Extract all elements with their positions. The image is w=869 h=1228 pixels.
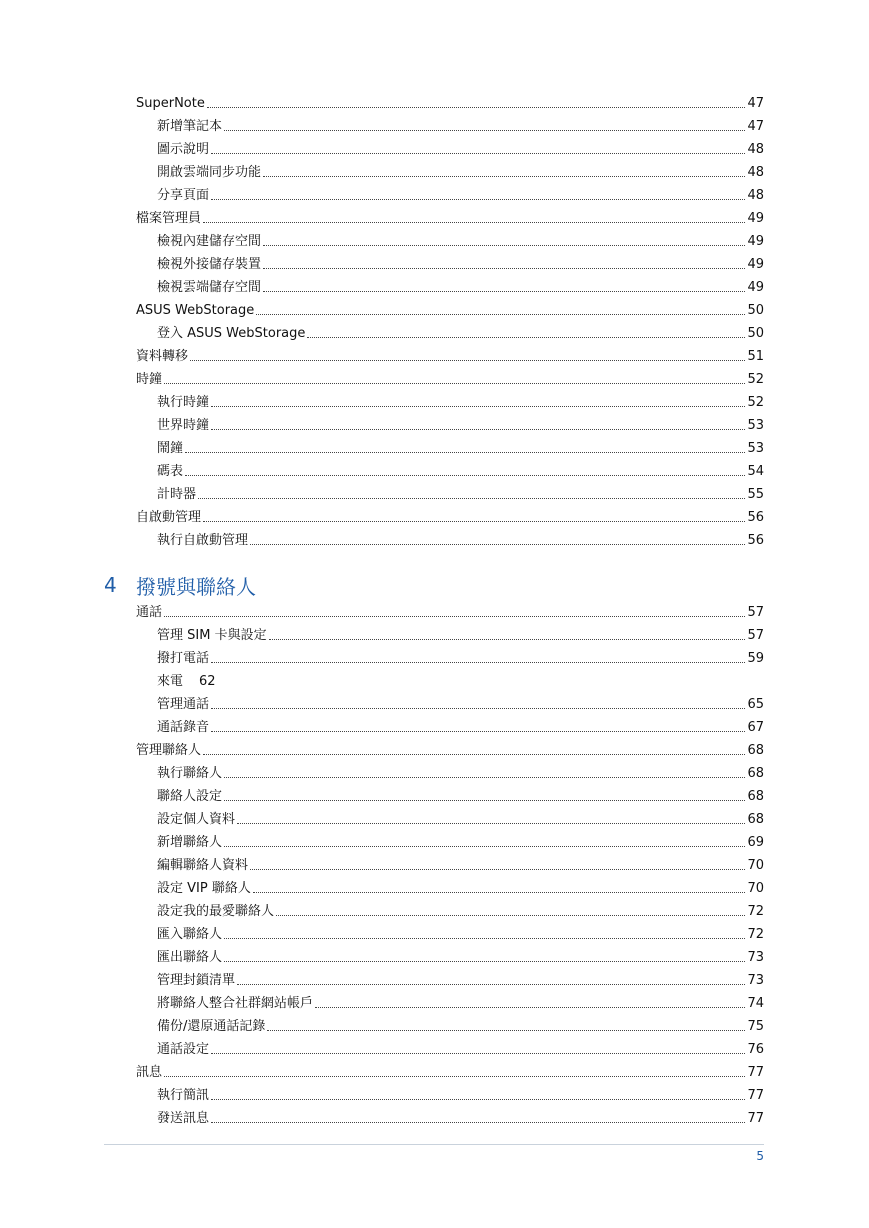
dot-leader — [315, 1007, 745, 1008]
toc-entry[interactable] — [157, 693, 764, 713]
toc-entry-page: 73 — [747, 950, 764, 965]
toc-entry-label: 世界時鐘 — [157, 418, 210, 433]
toc-entry[interactable] — [157, 322, 764, 342]
toc-entry-label: 通話 — [136, 605, 163, 620]
toc-entry[interactable] — [157, 1107, 764, 1127]
toc-entry[interactable] — [136, 345, 764, 365]
toc-entry-label: 設定我的最愛聯絡人 — [157, 904, 275, 919]
dot-leader — [211, 662, 745, 663]
toc-entry-page: 56 — [747, 510, 764, 525]
toc-entry-page: 52 — [747, 372, 764, 387]
toc-entry-label: 訊息 — [136, 1065, 163, 1080]
dot-leader — [211, 1122, 745, 1123]
dot-leader — [211, 708, 745, 709]
dot-leader — [253, 892, 746, 893]
toc-entry[interactable] — [157, 670, 764, 690]
toc-entry-page: 50 — [747, 303, 764, 318]
dot-leader — [211, 429, 745, 430]
toc-entry-label: 登入 ASUS WebStorage — [157, 326, 306, 341]
chapter-title: 撥號與聯絡人 — [136, 574, 256, 599]
toc-entry-page: 72 — [747, 904, 764, 919]
footer-divider — [104, 1144, 764, 1145]
chapter-heading — [104, 570, 256, 600]
chapter-number: 4 — [104, 573, 117, 597]
toc-entry-page: 77 — [747, 1088, 764, 1103]
dot-leader — [164, 1076, 745, 1077]
toc-entry-page: 53 — [747, 418, 764, 433]
toc-entry-page: 72 — [747, 927, 764, 942]
toc-entry[interactable] — [157, 992, 764, 1012]
toc-entry-page: 68 — [747, 766, 764, 781]
dot-leader — [276, 915, 745, 916]
toc-entry-page: 52 — [747, 395, 764, 410]
toc-entry-page: 76 — [747, 1042, 764, 1057]
toc-entry-page: 65 — [747, 697, 764, 712]
dot-leader — [211, 1099, 745, 1100]
dot-leader — [267, 1030, 745, 1031]
toc-entry-label: 聯絡人設定 — [157, 789, 223, 804]
dot-leader — [263, 245, 745, 246]
dot-leader — [256, 314, 745, 315]
dot-leader — [203, 222, 745, 223]
toc-entry[interactable] — [136, 92, 764, 112]
toc-entry-label: 通話錄音 — [157, 720, 210, 735]
toc-entry-label: ASUS WebStorage — [136, 303, 255, 318]
toc-entry[interactable] — [157, 391, 764, 411]
toc-entry-page: 48 — [747, 188, 764, 203]
toc-entry[interactable] — [157, 808, 764, 828]
toc-entry-label: 執行自啟動管理 — [157, 533, 249, 548]
toc-entry-page: 70 — [747, 858, 764, 873]
toc-entry-label: 計時器 — [157, 487, 197, 502]
toc-entry-label: 檢視外接儲存裝置 — [157, 257, 262, 272]
toc-entry[interactable] — [157, 529, 764, 549]
toc-entry-page: 77 — [747, 1065, 764, 1080]
toc-entry-label: 管理封鎖清單 — [157, 973, 236, 988]
toc-entry[interactable] — [157, 138, 764, 158]
toc-entry-label: 檢視內建儲存空間 — [157, 234, 262, 249]
toc-entry[interactable] — [157, 831, 764, 851]
dot-leader — [185, 475, 745, 476]
toc-entry-page: 59 — [747, 651, 764, 666]
toc-entry-page: 47 — [747, 119, 764, 134]
toc-entry[interactable] — [136, 207, 764, 227]
toc-entry-page: 53 — [747, 441, 764, 456]
toc-entry-label: 來電 — [157, 674, 184, 689]
toc-entry-page: 70 — [747, 881, 764, 896]
toc-entry-page: 77 — [747, 1111, 764, 1126]
toc-entry-label: 備份/還原通話記錄 — [157, 1019, 266, 1034]
toc-entry[interactable] — [136, 601, 764, 621]
dot-leader — [224, 130, 745, 131]
page-number: 5 — [756, 1149, 764, 1163]
toc-entry[interactable] — [157, 624, 764, 644]
toc-entry-label: SuperNote — [136, 96, 205, 111]
toc-entry-label: 圖示說明 — [157, 142, 210, 157]
toc-entry-page: 68 — [747, 812, 764, 827]
dot-leader — [263, 268, 745, 269]
toc-entry[interactable] — [157, 460, 764, 480]
dot-leader — [211, 1053, 745, 1054]
toc-entry[interactable] — [157, 877, 764, 897]
dot-leader — [237, 984, 745, 985]
toc-entry-label: 新增筆記本 — [157, 119, 223, 134]
toc-entry-page: 74 — [747, 996, 764, 1011]
toc-entry-label: 執行時鐘 — [157, 395, 210, 410]
toc-entry-label: 將聯絡人整合社群網站帳戶 — [157, 996, 314, 1011]
toc-entry[interactable] — [157, 230, 764, 250]
toc-entry-page: 49 — [747, 257, 764, 272]
toc-entry[interactable] — [157, 854, 764, 874]
toc-entry-page: 51 — [747, 349, 764, 364]
toc-entry-label: 管理通話 — [157, 697, 210, 712]
toc-entry[interactable] — [157, 184, 764, 204]
dot-leader — [207, 107, 746, 108]
toc-entry[interactable] — [157, 716, 764, 736]
toc-entry-page: 69 — [747, 835, 764, 850]
toc-entry-label: 檔案管理員 — [136, 211, 202, 226]
dot-leader — [237, 823, 745, 824]
toc-entry[interactable] — [136, 739, 764, 759]
toc-entry-page: 68 — [747, 743, 764, 758]
toc-entry-page: 48 — [747, 142, 764, 157]
toc-entry-label: 管理 SIM 卡與設定 — [157, 628, 267, 643]
toc-entry-page: 57 — [747, 628, 764, 643]
toc-entry-page: 56 — [747, 533, 764, 548]
toc-entry-label: 碼表 — [157, 464, 184, 479]
toc-entry[interactable] — [136, 368, 764, 388]
dot-leader — [224, 800, 745, 801]
toc-entry[interactable] — [157, 762, 764, 782]
toc-entry[interactable] — [157, 647, 764, 667]
toc-entry[interactable] — [157, 923, 764, 943]
toc-entry-label: 分享頁面 — [157, 188, 210, 203]
toc-entry-label: 檢視雲端儲存空間 — [157, 280, 262, 295]
toc-entry-label: 匯入聯絡人 — [157, 927, 223, 942]
toc-entry-page: 67 — [747, 720, 764, 735]
toc-entry[interactable] — [157, 483, 764, 503]
toc-entry-page: 49 — [747, 280, 764, 295]
dot-leader — [307, 337, 745, 338]
dot-leader — [224, 961, 745, 962]
toc-entry-label: 開啟雲端同步功能 — [157, 165, 262, 180]
toc-entry-label: 執行簡訊 — [157, 1088, 210, 1103]
toc-entry[interactable] — [157, 414, 764, 434]
toc-entry-label: 撥打電話 — [157, 651, 210, 666]
toc-entry-page: 47 — [747, 96, 764, 111]
toc-entry[interactable] — [157, 115, 764, 135]
toc-entry-page: 62 — [199, 674, 216, 689]
toc-entry-label: 編輯聯絡人資料 — [157, 858, 249, 873]
toc-entry-label: 發送訊息 — [157, 1111, 210, 1126]
dot-leader — [250, 544, 745, 545]
toc-entry-page: 57 — [747, 605, 764, 620]
toc-entry[interactable] — [157, 1084, 764, 1104]
dot-leader — [211, 406, 745, 407]
toc-entry-label: 匯出聯絡人 — [157, 950, 223, 965]
toc-entry-label: 執行聯絡人 — [157, 766, 223, 781]
dot-leader — [164, 383, 745, 384]
dot-leader — [190, 360, 745, 361]
dot-leader — [198, 498, 745, 499]
toc-entry-page: 49 — [747, 211, 764, 226]
dot-leader — [263, 291, 745, 292]
toc-entry-label: 鬧鐘 — [157, 441, 184, 456]
toc-entry-page: 55 — [747, 487, 764, 502]
dot-leader — [250, 869, 745, 870]
toc-entry-page: 75 — [747, 1019, 764, 1034]
dot-leader — [269, 639, 746, 640]
toc-entry[interactable] — [157, 161, 764, 181]
dot-leader — [185, 452, 745, 453]
dot-leader — [164, 616, 745, 617]
toc-entry[interactable] — [157, 253, 764, 273]
toc-entry[interactable] — [136, 506, 764, 526]
toc-entry[interactable] — [157, 900, 764, 920]
dot-leader — [224, 846, 745, 847]
dot-leader — [211, 731, 745, 732]
toc-entry-label: 資料轉移 — [136, 349, 189, 364]
toc-entry[interactable] — [136, 1061, 764, 1081]
toc-entry-label: 設定個人資料 — [157, 812, 236, 827]
dot-leader — [203, 521, 745, 522]
toc-entry-label: 管理聯絡人 — [136, 743, 202, 758]
toc-entry-page: 68 — [747, 789, 764, 804]
toc-entry-page: 49 — [747, 234, 764, 249]
toc-entry[interactable] — [157, 946, 764, 966]
toc-entry[interactable] — [136, 299, 764, 319]
dot-leader — [211, 153, 745, 154]
toc-entry-label: 自啟動管理 — [136, 510, 202, 525]
toc-entry-page: 54 — [747, 464, 764, 479]
toc-entry-page: 50 — [747, 326, 764, 341]
toc-entry[interactable] — [157, 1038, 764, 1058]
toc-entry-page: 73 — [747, 973, 764, 988]
toc-entry[interactable] — [157, 969, 764, 989]
toc-entry[interactable] — [157, 437, 764, 457]
dot-leader — [203, 754, 745, 755]
toc-entry-label: 時鐘 — [136, 372, 163, 387]
dot-leader — [263, 176, 745, 177]
toc-entry[interactable] — [157, 1015, 764, 1035]
toc-entry-label: 通話設定 — [157, 1042, 210, 1057]
toc-entry[interactable] — [157, 276, 764, 296]
toc-entry-label: 新增聯絡人 — [157, 835, 223, 850]
toc-entry-label: 設定 VIP 聯絡人 — [157, 881, 251, 896]
dot-leader — [211, 199, 745, 200]
toc-entry-page: 48 — [747, 165, 764, 180]
dot-leader — [224, 777, 745, 778]
toc-entry[interactable] — [157, 785, 764, 805]
dot-leader — [224, 938, 745, 939]
